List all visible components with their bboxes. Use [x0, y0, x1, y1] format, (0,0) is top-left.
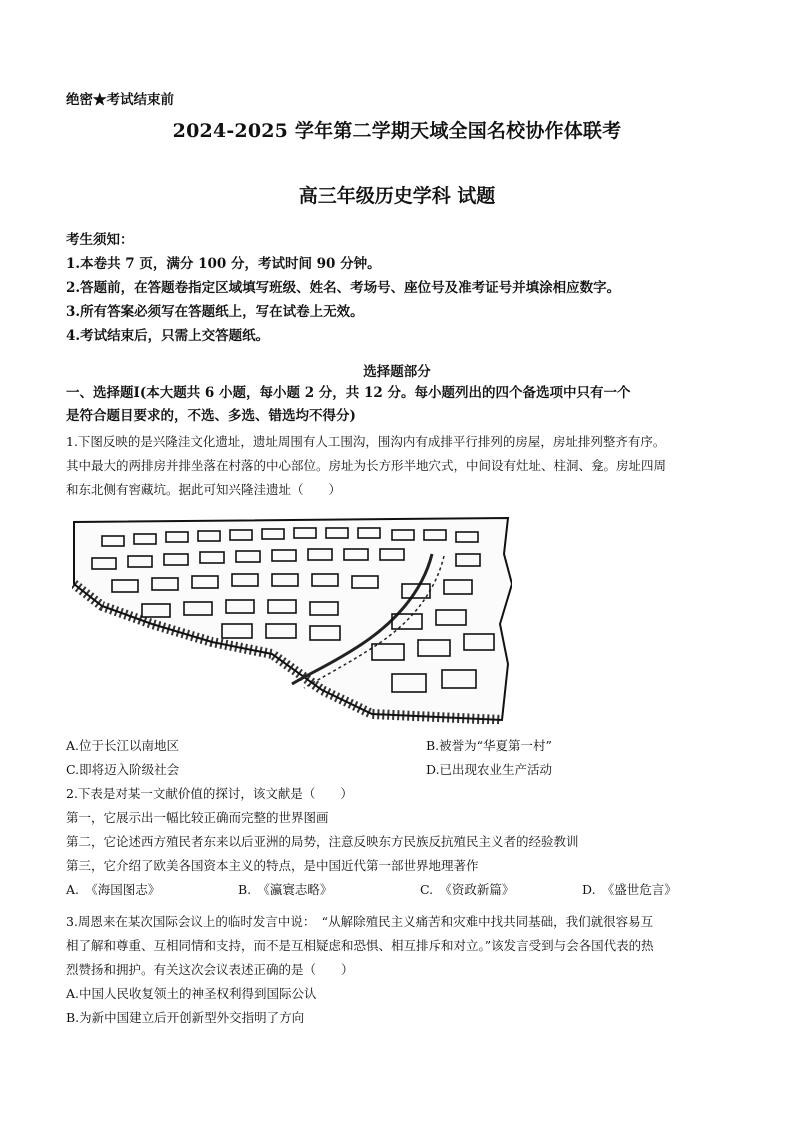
question-2-options [66, 878, 736, 902]
notice-item-3: 3.所有答案必须写在答题纸上，写在试卷上无效。 [66, 304, 364, 320]
notice-item-2: 2.答题前，在答题卷指定区域填写班级、姓名、考场号、座位号及准考证号并填涂相应数字。 [66, 280, 621, 296]
notice-item-4: 4.考试结束后，只需上交答题纸。 [66, 328, 270, 344]
question-2-option-b[interactable]: B. 《瀛寰志略》 [238, 882, 333, 897]
confidential-label: 绝密★考试结束前 [66, 92, 174, 108]
exam-subtitle: 高三年级历史学科 试题 [298, 185, 496, 207]
section-instructions-line-1: 一、选择题Ⅰ(本大题共 6 小题，每小题 2 分，共 12 分。每小题列出的四个备选项中只有一个 [66, 385, 631, 401]
question-1-option-b[interactable]: B.被誉为“华夏第一村” [426, 738, 552, 753]
xinglongwa-site-illustration [72, 514, 512, 724]
question-1-option-c[interactable]: C.即将迈入阶级社会 [66, 762, 180, 777]
question-3-line-3: 烈赞扬和拥护。有关这次会议表述正确的是（ ） [66, 962, 354, 977]
question-3-line-1: 3.周恩来在某次国际会议上的临时发言中说： “从解除殖民主义痛苦和灾难中找共同基础，我们就很容易互 [66, 914, 654, 929]
exam-notice [66, 228, 620, 348]
section-instructions-line-2: 是符合题目要求的，不选、多选、错选均不得分) [66, 408, 356, 424]
question-2-point-3: 第三，它介绍了欧美各国资本主义的特点，是中国近代第一部世界地理著作 [66, 858, 479, 873]
notice-heading: 考生须知： [66, 232, 134, 248]
question-2-stem: 2.下表是对某一文献价值的探讨，该文献是（ ） [66, 786, 353, 801]
question-3-option-a[interactable]: A.中国人民收复领土的神圣权利得到国际公认 [66, 986, 317, 1001]
section-instructions [66, 382, 736, 428]
exam-title: 2024-2025 学年第二学期天域全国名校协作体联考 [172, 120, 622, 142]
question-2-option-d[interactable]: D. 《盛世危言》 [582, 882, 677, 897]
question-2 [66, 782, 736, 902]
question-1-line-3: 和东北侧有窖藏坑。据此可知兴隆洼遗址（ ） [66, 482, 342, 497]
question-1-options [66, 734, 736, 782]
question-3-line-2: 相了解和尊重、互相同情和支持，而不是互相疑虑和恐惧、相互排斥和对立。”该发言受到与会各国代表的热 [66, 938, 654, 953]
question-1 [66, 430, 736, 502]
question-1-line-2: 其中最大的两排房并排坐落在村落的中心部位。房址为长方形半地穴式，中间设有灶址、柱洞、龛。房址四周 [66, 458, 667, 473]
question-3-option-b[interactable]: B.为新中国建立后开创新型外交指明了方向 [66, 1010, 305, 1025]
question-1-option-a[interactable]: A.位于长江以南地区 [66, 738, 180, 753]
question-1-option-d[interactable]: D.已出现农业生产活动 [426, 762, 553, 777]
question-2-point-2: 第二，它论述西方殖民者东来以后亚洲的局势，注意反映东方民族反抗殖民主义者的经验教训 [66, 834, 579, 849]
section-title: 选择题部分 [363, 364, 431, 380]
question-2-point-1: 第一，它展示出一幅比较正确而完整的世界图画 [66, 810, 329, 825]
question-1-line-1: 1.下图反映的是兴隆洼文化遗址，遗址周围有人工围沟，围沟内有成排平行排列的房屋，房址排列整齐有序。 [66, 434, 666, 449]
question-3 [66, 910, 736, 1030]
question-2-option-a[interactable]: A. 《海国图志》 [66, 882, 161, 897]
question-2-option-c[interactable]: C. 《资政新篇》 [420, 882, 515, 897]
notice-item-1: 1.本卷共 7 页，满分 100 分，考试时间 90 分钟。 [66, 256, 381, 272]
